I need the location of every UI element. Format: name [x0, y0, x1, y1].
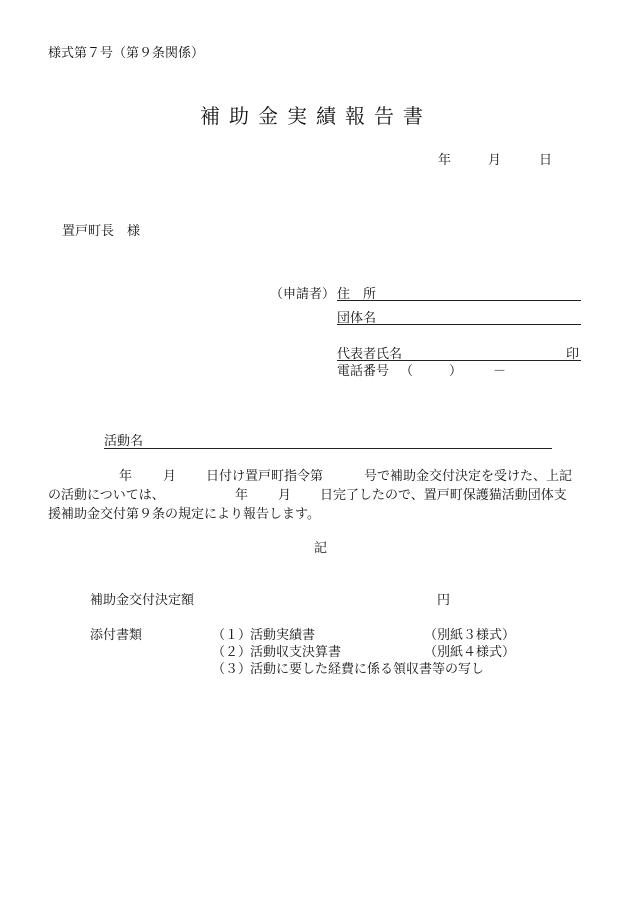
body-line2-year: 年: [235, 488, 249, 503]
addressee: 置戸町長 様: [62, 224, 141, 239]
attachment-item-name: 活動に要した経費に係る領収書等の写し: [250, 662, 485, 677]
attachments-label: 添付書類: [90, 628, 143, 643]
body-line1-text1: 日付け置戸町指令第: [206, 469, 324, 484]
body-line3: 援補助金交付第９条の規定により報告します。: [48, 507, 320, 522]
attachment-item-num: （２）: [212, 645, 252, 660]
phone-close-paren: ）: [449, 364, 463, 379]
body-line2-text2: 日完了したので、置戸町保護猫活動団体支: [320, 488, 567, 503]
body-line2-text1: の活動については、: [48, 488, 165, 503]
group-name-label: 団体名: [337, 311, 377, 326]
body-line1-text2: 号で補助金交付決定を受けた、上記: [364, 469, 573, 484]
document-title: 補助金実績報告書: [200, 104, 432, 128]
body-line1-year: 年: [119, 469, 133, 484]
representative-line: [337, 360, 581, 361]
applicant-label: （申請者）: [270, 287, 336, 302]
date-day: 日: [539, 153, 553, 168]
attachment-item-name: 活動収支決算書: [250, 645, 342, 660]
body-line1-month: 月: [163, 469, 177, 484]
attachment-item-num: （１）: [212, 628, 252, 643]
attachment-item-ref: （別紙３様式）: [424, 628, 516, 643]
activity-name-label: 活動名: [104, 434, 144, 449]
phone-dash: －: [493, 364, 507, 379]
address-line: [337, 300, 581, 301]
activity-name-line: [104, 448, 552, 449]
phone-open-paren: （: [400, 364, 414, 379]
address-label: 住 所: [337, 287, 377, 302]
date-month: 月: [488, 153, 502, 168]
ki-mark: 記: [314, 541, 328, 556]
phone-label: 電話番号: [337, 364, 390, 379]
body-line2-month: 月: [278, 488, 292, 503]
form-number: 様式第７号（第９条関係）: [48, 46, 205, 61]
grant-amount-label: 補助金交付決定額: [90, 593, 195, 608]
attachment-item-name: 活動実績書: [250, 628, 316, 643]
attachment-item-ref: （別紙４様式）: [424, 645, 516, 660]
seal-mark: 印: [566, 347, 580, 362]
representative-label: 代表者氏名: [337, 347, 403, 362]
group-name-line: [337, 324, 581, 325]
date-year: 年: [438, 153, 452, 168]
attachment-item-num: （３）: [212, 662, 252, 677]
grant-amount-unit: 円: [437, 593, 451, 608]
